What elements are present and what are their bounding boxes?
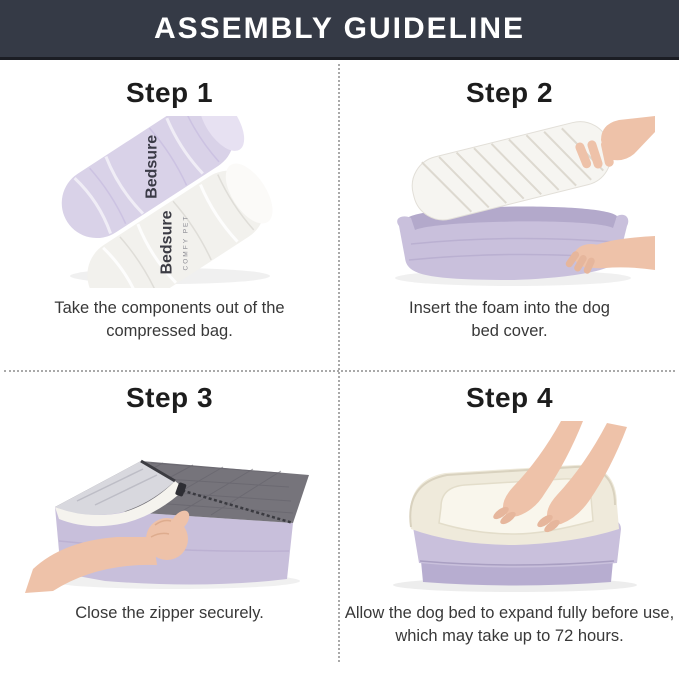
step-4-panel: [340, 372, 679, 679]
step-4-figure: [365, 420, 655, 594]
expanded-bed-illustration: [365, 421, 655, 593]
step-3-figure: [25, 420, 315, 594]
insert-foam-illustration: [365, 116, 655, 288]
step-3-caption: Close the zipper securely.: [75, 604, 264, 622]
compressed-bags-illustration: [45, 116, 295, 288]
close-zipper-illustration: [25, 421, 315, 593]
step-3-panel: [0, 372, 339, 679]
step-3-title: Step 3: [125, 382, 214, 413]
step-2-panel: [340, 60, 679, 370]
step-4-caption: Allow the dog bed to expand fully before use, which may take up to 72 hours.: [344, 604, 675, 646]
assembly-guideline-banner: [0, 0, 679, 60]
step-2-title: Step 2: [465, 77, 554, 108]
step-1-title: Step 1: [125, 77, 214, 108]
banner-title: ASSEMBLY GUIDELINE: [153, 11, 526, 45]
brand-text-lavender-roll: Bedsure: [143, 134, 161, 199]
step-2-caption: Insert the foam into the dog bed cover.: [409, 299, 610, 341]
step-1-panel: [0, 60, 339, 370]
step-4-title: Step 4: [465, 382, 554, 413]
step-2-figure: [365, 115, 655, 289]
brand-tagline-white-roll: COMFY PET: [182, 214, 190, 271]
step-1-figure: [45, 115, 295, 289]
brand-text-white-roll: Bedsure: [158, 210, 176, 275]
step-1-caption: Take the components out of the compressed bag.: [54, 299, 285, 341]
